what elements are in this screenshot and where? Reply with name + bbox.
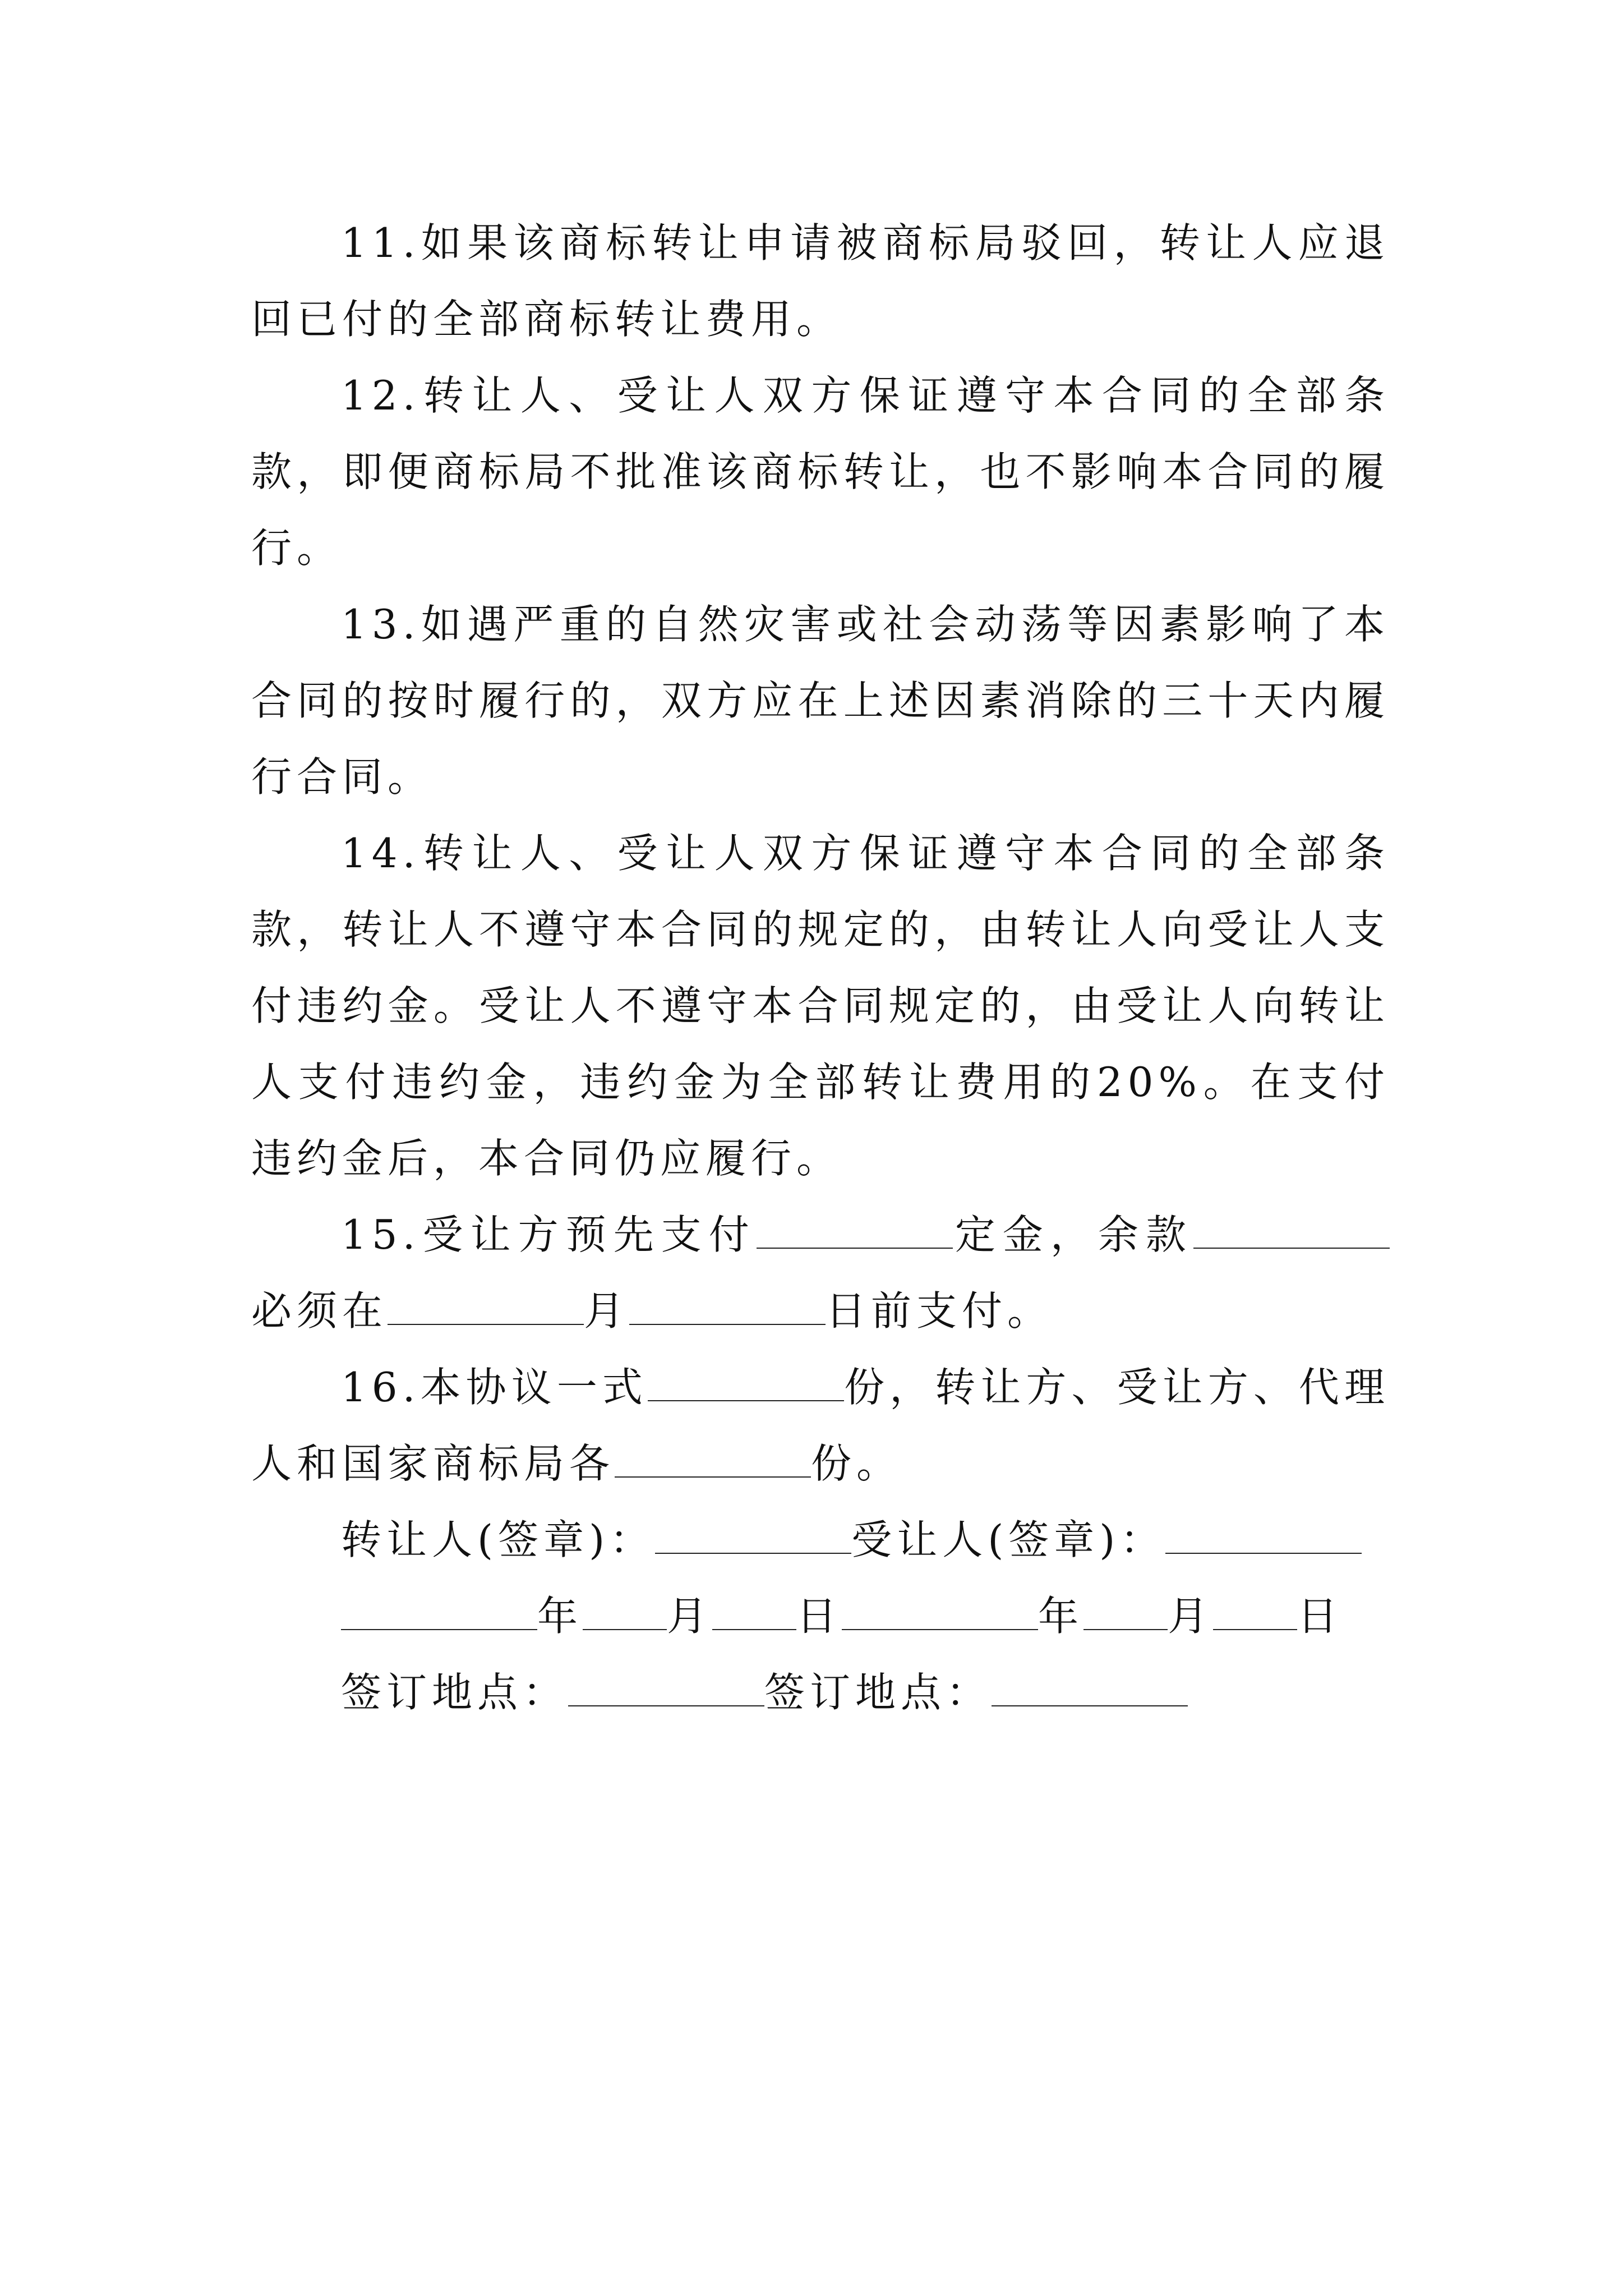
- transferor-year-blank: [341, 1595, 537, 1630]
- deposit-amount-blank: [757, 1214, 953, 1249]
- transferee-year-blank: [842, 1595, 1038, 1630]
- copies-total-blank: [648, 1366, 844, 1401]
- date-line: [251, 1578, 1390, 1654]
- transferee-signature-blank: [1165, 1519, 1362, 1554]
- clause-15-text-3: 必须在: [251, 1287, 388, 1335]
- transferee-month-blank: [1083, 1595, 1168, 1630]
- transferee-day-blank: [1213, 1595, 1297, 1630]
- clause-13: 13.如遇严重的自然灾害或社会动荡等因素影响了本合同的按时履行的，双方应在上述因素消除的三十天内履行合同。: [251, 601, 1390, 800]
- clause-12: 12.转让人、受让人双方保证遵守本合同的全部条款，即便商标局不批准该商标转让，也不影响本合同的履行。: [251, 372, 1390, 572]
- transferee-place-blank: [992, 1672, 1188, 1706]
- copies-each-blank: [615, 1443, 811, 1478]
- contract-body: [251, 205, 1390, 1731]
- transferor-signature-label: 转让人(签章)：: [341, 1516, 656, 1563]
- clause-11: 11.如果该商标转让申请被商标局驳回，转让人应退回已付的全部商标转让费用。: [251, 219, 1390, 343]
- transferee-year-label: 年: [1038, 1593, 1084, 1640]
- clause-16-text-3: 份。: [811, 1440, 902, 1487]
- signature-line: [251, 1502, 1390, 1578]
- clause-15-text-2: 定金，余款: [952, 1211, 1193, 1258]
- clause-14: 14.转让人、受让人双方保证遵守本合同的全部条款，转让人不遵守本合同的规定的，由转让人向受让人支付违约金。受让人不遵守本合同规定的，由受让人向转让人支付违约金，违约金为全部转让费用的20%。在支付违约金后，本合同仍应履行。: [251, 830, 1390, 1182]
- clause-16: [251, 1349, 1390, 1502]
- transferor-month-label: 月: [667, 1593, 713, 1640]
- transferor-year-label: 年: [537, 1593, 583, 1640]
- balance-amount-blank: [1193, 1214, 1390, 1249]
- clause-15-month: 月: [584, 1287, 630, 1335]
- payment-day-blank: [629, 1290, 826, 1325]
- transferor-signature-blank: [655, 1519, 851, 1554]
- transferee-month-label: 月: [1168, 1593, 1214, 1640]
- payment-month-blank: [388, 1290, 584, 1325]
- transferee-signature-label: 受让人(签章)：: [851, 1516, 1166, 1563]
- transferee-day-label: 日: [1297, 1593, 1343, 1640]
- clause-16-text-1: 16.本协议一式: [341, 1364, 648, 1411]
- clause-15-text-5: 日前支付。: [826, 1287, 1053, 1335]
- transferor-day-label: 日: [796, 1593, 842, 1640]
- transferor-day-blank: [712, 1595, 796, 1630]
- clause-15: [251, 1197, 1390, 1349]
- place-line: [251, 1654, 1390, 1731]
- transferor-month-blank: [583, 1595, 667, 1630]
- clause-16-text-2: 份，转让方、受让方、代理人和国家商标局各: [251, 1364, 1390, 1487]
- transferee-place-label: 签订地点：: [764, 1669, 992, 1716]
- clause-15-text-1: 15.受让方预先支付: [341, 1211, 757, 1258]
- transferor-place-blank: [568, 1672, 764, 1706]
- transferor-place-label: 签订地点：: [341, 1669, 569, 1716]
